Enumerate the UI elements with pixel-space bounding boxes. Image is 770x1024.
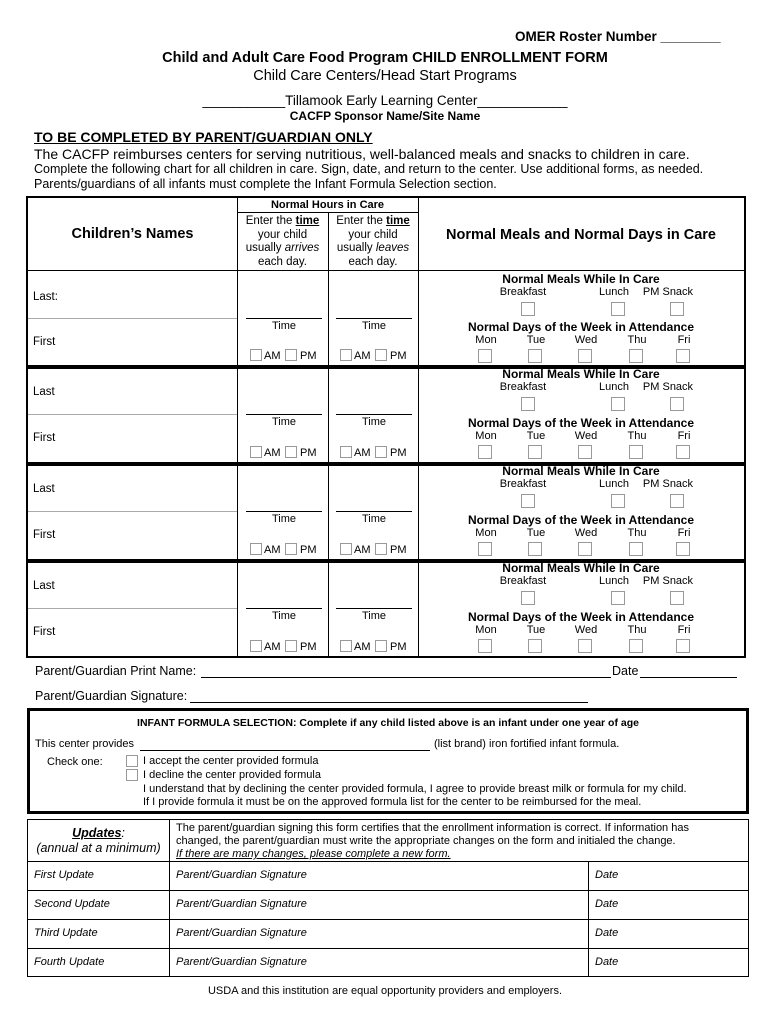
update-signature-field[interactable]: Parent/Guardian Signature [176, 898, 307, 910]
brand-label: (list brand) iron fortified infant formula. [434, 738, 620, 750]
site-name[interactable]: ___________Tillamook Early Learning Center____________ [202, 93, 568, 108]
day-label: Wed [574, 526, 598, 539]
meals-days-header: Normal Meals and Normal Days in Care [446, 227, 716, 243]
day-checkbox-fri[interactable] [676, 445, 690, 459]
day-checkbox-thu[interactable] [629, 349, 643, 363]
leave-time-field[interactable] [336, 318, 412, 319]
day-label: Mon [475, 623, 497, 636]
arrive-am-checkbox[interactable] [250, 349, 262, 361]
meal-checkbox-pm-snack[interactable] [670, 494, 684, 508]
meal-label: PM Snack [642, 575, 694, 587]
leave-am-checkbox[interactable] [340, 640, 352, 652]
meal-checkbox-breakfast[interactable] [521, 302, 535, 316]
sponsor-label: CACFP Sponsor Name/Site Name [289, 109, 481, 123]
form-title: Child and Adult Care Food Program CHILD ENROLLMENT FORM [162, 50, 608, 66]
time-label: Time [361, 320, 387, 333]
arrive-am-checkbox[interactable] [250, 543, 262, 555]
day-label: Fri [677, 333, 691, 346]
arrive-am-checkbox[interactable] [250, 446, 262, 458]
updates-subtitle: (annual at a minimum) [36, 841, 161, 855]
last-name-field[interactable]: Last [33, 483, 55, 496]
day-label: Tue [526, 526, 546, 539]
leave-am-checkbox[interactable] [340, 446, 352, 458]
update-signature-field[interactable]: Parent/Guardian Signature [176, 956, 307, 968]
day-checkbox-mon[interactable] [478, 542, 492, 556]
instruction-line-2: Complete the following chart for all children in care. Sign, date, and return to the center. Use additional forms, as needed. [34, 162, 704, 176]
meal-checkbox-breakfast[interactable] [521, 397, 535, 411]
date-label: Date [612, 664, 639, 678]
accept-formula-label: I accept the center provided formula [143, 755, 319, 767]
day-checkbox-thu[interactable] [629, 542, 643, 556]
update-label: First Update [34, 869, 94, 881]
day-checkbox-fri[interactable] [676, 542, 690, 556]
day-label: Thu [627, 333, 647, 346]
signature-label: Parent/Guardian Signature: [35, 689, 188, 703]
meal-label: PM Snack [642, 286, 694, 298]
arrive-am-checkbox[interactable] [250, 640, 262, 652]
leave-time-field[interactable] [336, 414, 412, 415]
arrive-time-header: Enter the time your child usually arrives each day. [245, 215, 320, 268]
pm-label: PM [300, 543, 317, 556]
day-checkbox-mon[interactable] [478, 349, 492, 363]
pm-label: PM [390, 543, 407, 556]
decline-formula-checkbox[interactable] [126, 769, 138, 781]
meals-title: Normal Meals While In Care [502, 464, 660, 478]
omer-roster-label: OMER Roster Number ________ [515, 29, 721, 44]
arrive-pm-checkbox[interactable] [285, 543, 297, 555]
first-name-field[interactable]: First [33, 431, 56, 444]
update-label: Fourth Update [34, 956, 105, 968]
meal-checkbox-breakfast[interactable] [521, 591, 535, 605]
footer-statement: USDA and this institution are equal opportunity providers and employers. [207, 985, 563, 997]
update-date-field[interactable]: Date [595, 898, 619, 910]
arrive-pm-checkbox[interactable] [285, 349, 297, 361]
pm-label: PM [390, 349, 407, 362]
parent-only-heading: TO BE COMPLETED BY PARENT/GUARDIAN ONLY [34, 129, 373, 145]
updates-table [27, 819, 749, 977]
child-row [28, 559, 744, 656]
day-checkbox-fri[interactable] [676, 349, 690, 363]
print-name-field[interactable] [201, 677, 611, 678]
am-label: AM [354, 446, 371, 459]
day-checkbox-wed[interactable] [578, 639, 592, 653]
leave-pm-checkbox[interactable] [375, 543, 387, 555]
update-date-field[interactable]: Date [595, 927, 619, 939]
day-label: Tue [526, 429, 546, 442]
day-checkbox-wed[interactable] [578, 349, 592, 363]
formula-brand-field[interactable] [140, 750, 430, 751]
meal-label: PM Snack [642, 381, 694, 393]
update-signature-field[interactable]: Parent/Guardian Signature [176, 869, 307, 881]
meal-label: Lunch [599, 381, 629, 393]
meal-label: Breakfast [499, 575, 547, 587]
pm-label: PM [300, 640, 317, 653]
day-label: Tue [526, 333, 546, 346]
day-checkbox-wed[interactable] [578, 445, 592, 459]
day-checkbox-tue[interactable] [528, 349, 542, 363]
day-label: Tue [526, 623, 546, 636]
signature-field[interactable] [190, 702, 588, 703]
day-checkbox-tue[interactable] [528, 542, 542, 556]
day-checkbox-thu[interactable] [629, 639, 643, 653]
center-provides-label: This center provides [35, 738, 135, 750]
meals-title: Normal Meals While In Care [502, 561, 660, 575]
infant-title: INFANT FORMULA SELECTION: Complete if any child listed above is an infant under one year of age [137, 717, 639, 729]
leave-pm-checkbox[interactable] [375, 640, 387, 652]
days-title: Normal Days of the Week in Attendance [467, 512, 695, 527]
meal-checkbox-lunch[interactable] [611, 397, 625, 411]
decline-formula-label: I decline the center provided formula [143, 769, 321, 781]
day-label: Fri [677, 429, 691, 442]
leave-am-checkbox[interactable] [340, 349, 352, 361]
first-name-field[interactable]: First [33, 335, 56, 348]
am-label: AM [264, 640, 281, 653]
day-label: Wed [574, 623, 598, 636]
time-label: Time [361, 416, 387, 429]
time-label: Time [271, 416, 297, 429]
leave-time-field[interactable] [336, 511, 412, 512]
check-one-label: Check one: [47, 756, 103, 768]
leave-time-field[interactable] [336, 608, 412, 609]
pm-label: PM [390, 446, 407, 459]
day-label: Wed [574, 333, 598, 346]
pm-label: PM [300, 349, 317, 362]
meal-label: Breakfast [499, 286, 547, 298]
meal-label: Breakfast [499, 478, 547, 490]
time-label: Time [361, 513, 387, 526]
update-label: Third Update [34, 927, 98, 939]
meal-label: Breakfast [499, 381, 547, 393]
last-name-field[interactable]: Last: [33, 290, 58, 303]
time-label: Time [271, 513, 297, 526]
first-name-field[interactable]: First [33, 625, 56, 638]
day-label: Fri [677, 623, 691, 636]
date-field[interactable] [640, 677, 737, 678]
leave-time-header: Enter the time your child usually leaves each day. [336, 215, 410, 268]
meal-checkbox-pm-snack[interactable] [670, 591, 684, 605]
day-label: Thu [627, 526, 647, 539]
child-row [28, 270, 744, 365]
update-label: Second Update [34, 898, 110, 910]
pm-label: PM [390, 640, 407, 653]
child-row [28, 462, 744, 559]
arrive-time-field[interactable] [246, 608, 322, 609]
time-label: Time [361, 610, 387, 623]
leave-pm-checkbox[interactable] [375, 446, 387, 458]
day-checkbox-mon[interactable] [478, 639, 492, 653]
leave-pm-checkbox[interactable] [375, 349, 387, 361]
meal-label: Lunch [599, 286, 629, 298]
days-title: Normal Days of the Week in Attendance [467, 319, 695, 334]
infant-formula-section [27, 708, 749, 814]
pm-label: PM [300, 446, 317, 459]
am-label: AM [354, 543, 371, 556]
accept-formula-checkbox[interactable] [126, 755, 138, 767]
day-label: Mon [475, 429, 497, 442]
day-label: Thu [627, 623, 647, 636]
meal-label: Lunch [599, 575, 629, 587]
time-label: Time [271, 320, 297, 333]
last-name-field[interactable]: Last [33, 386, 55, 399]
am-label: AM [354, 640, 371, 653]
am-label: AM [264, 349, 281, 362]
understand-line-2: If I provide formula it must be on the approved formula list for the center to be reimbursed for the meal. [143, 796, 642, 808]
first-name-field[interactable]: First [33, 528, 56, 541]
meals-title: Normal Meals While In Care [502, 367, 660, 381]
days-title: Normal Days of the Week in Attendance [467, 415, 695, 430]
day-label: Mon [475, 526, 497, 539]
update-date-field[interactable]: Date [595, 869, 619, 881]
instruction-line-3: Parents/guardians of all infants must complete the Infant Formula Selection section. [34, 177, 497, 191]
day-label: Thu [627, 429, 647, 442]
meal-checkbox-lunch[interactable] [611, 591, 625, 605]
day-label: Mon [475, 333, 497, 346]
day-label: Wed [574, 429, 598, 442]
day-label: Fri [677, 526, 691, 539]
meal-checkbox-lunch[interactable] [611, 302, 625, 316]
meal-checkbox-lunch[interactable] [611, 494, 625, 508]
updates-title: Updates: [72, 826, 125, 840]
arrive-pm-checkbox[interactable] [285, 446, 297, 458]
arrive-time-field[interactable] [246, 511, 322, 512]
meal-checkbox-pm-snack[interactable] [670, 302, 684, 316]
meal-checkbox-pm-snack[interactable] [670, 397, 684, 411]
certification-text: The parent/guardian signing this form certifies that the enrollment information is correct. If information has changed, the parent/guardian must write the appropriate changes on the form and initialed the change. If there are many changes, please complete a new form. [176, 822, 689, 860]
update-date-field[interactable]: Date [595, 956, 619, 968]
day-checkbox-thu[interactable] [629, 445, 643, 459]
understand-line-1: I understand that by declining the center provided formula, I agree to provide breast milk or formula for my child. [143, 783, 687, 795]
arrive-time-field[interactable] [246, 318, 322, 319]
meals-title: Normal Meals While In Care [502, 272, 660, 286]
day-checkbox-tue[interactable] [528, 445, 542, 459]
childrens-names-header: Children’s Names [71, 226, 194, 242]
am-label: AM [354, 349, 371, 362]
days-title: Normal Days of the Week in Attendance [467, 609, 695, 624]
am-label: AM [264, 446, 281, 459]
last-name-field[interactable]: Last [33, 580, 55, 593]
leave-am-checkbox[interactable] [340, 543, 352, 555]
child-row [28, 365, 744, 462]
day-checkbox-mon[interactable] [478, 445, 492, 459]
time-label: Time [271, 610, 297, 623]
print-name-label: Parent/Guardian Print Name: [35, 664, 197, 678]
arrive-pm-checkbox[interactable] [285, 640, 297, 652]
am-label: AM [264, 543, 281, 556]
day-checkbox-fri[interactable] [676, 639, 690, 653]
normal-hours-header: Normal Hours in Care [270, 199, 385, 211]
meal-checkbox-breakfast[interactable] [521, 494, 535, 508]
meal-label: Lunch [599, 478, 629, 490]
arrive-time-field[interactable] [246, 414, 322, 415]
form-subtitle: Child Care Centers/Head Start Programs [253, 68, 517, 84]
day-checkbox-tue[interactable] [528, 639, 542, 653]
meal-label: PM Snack [642, 478, 694, 490]
update-signature-field[interactable]: Parent/Guardian Signature [176, 927, 307, 939]
day-checkbox-wed[interactable] [578, 542, 592, 556]
instruction-line-1: The CACFP reimburses centers for serving nutritious, well-balanced meals and snacks to children in care. [34, 146, 690, 162]
children-table [26, 196, 746, 658]
